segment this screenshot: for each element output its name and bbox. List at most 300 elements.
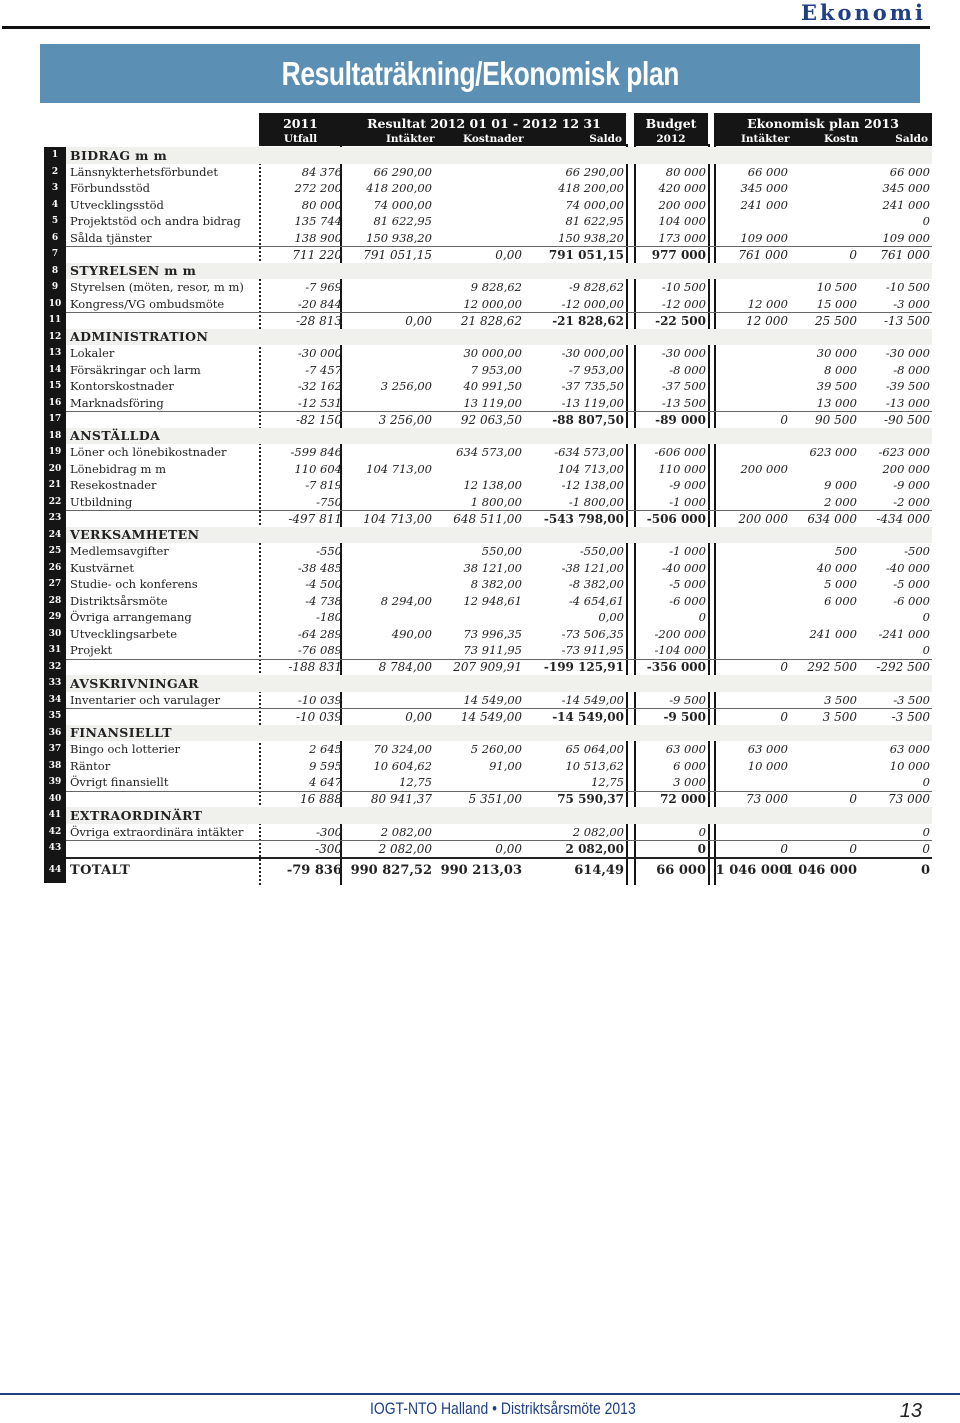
cell-pk: 0 xyxy=(849,792,857,807)
cell-b: -37 500 xyxy=(661,379,706,394)
cell-b: -9 000 xyxy=(669,478,706,493)
cell-b: 0 xyxy=(698,610,706,625)
cell-ri: 791 051,15 xyxy=(363,247,432,262)
cell-rs: -14 549,00 xyxy=(561,692,624,707)
table-row xyxy=(66,345,932,362)
row-number: 12 xyxy=(44,329,66,346)
cell-pk: 500 xyxy=(835,544,857,559)
cell-rs: 2 082,00 xyxy=(572,824,624,839)
cell-pi: 73 000 xyxy=(746,792,788,807)
cell-b: -606 000 xyxy=(654,445,706,460)
header-utfall-label: Utfall xyxy=(283,133,318,145)
table-row xyxy=(66,824,932,841)
table-row xyxy=(66,213,932,230)
cell-ri: 0,00 xyxy=(405,313,432,328)
row-number: 5 xyxy=(44,213,66,230)
cell-ps: 0 xyxy=(922,775,930,790)
table-row xyxy=(66,494,932,511)
cell-ri: 490,00 xyxy=(391,626,432,641)
cell-b: -13 500 xyxy=(661,395,706,410)
cell-ps: -39 500 xyxy=(885,379,930,394)
cell-ri: 80 941,37 xyxy=(370,792,432,807)
row-label xyxy=(70,660,270,676)
row-number: 32 xyxy=(44,659,66,676)
cell-u: 138 900 xyxy=(294,230,342,245)
cell-rs: 0,00 xyxy=(598,610,624,625)
header-plan-kostn: Kostn xyxy=(824,133,859,145)
cell-rk: 648 511,00 xyxy=(453,511,522,526)
cell-ri: 104 713,00 xyxy=(363,511,432,526)
cell-rs: 81 622,95 xyxy=(565,214,624,229)
cell-pi: 12 000 xyxy=(747,296,788,311)
cell-u: 110 604 xyxy=(294,461,342,476)
row-label xyxy=(70,247,270,263)
cell-rs: -73 911,95 xyxy=(561,643,624,658)
cell-b: 80 000 xyxy=(665,164,706,179)
cell-b: 3 000 xyxy=(673,775,706,790)
cell-rk: 38 121,00 xyxy=(463,560,522,575)
row-label xyxy=(70,511,270,527)
footer-text: IOGT-NTO Halland • Distriktsårsmöte 2013 xyxy=(370,1399,636,1418)
header-resultat-intakter: Intäkter xyxy=(386,133,435,145)
row-number: 8 xyxy=(44,263,66,280)
cell-pk: 30 000 xyxy=(816,346,857,361)
cell-u: -76 089 xyxy=(297,643,342,658)
cell-ri: 150 938,20 xyxy=(366,230,432,245)
cell-pk: 6 000 xyxy=(824,593,857,608)
cell-b: -89 000 xyxy=(655,412,706,427)
table-row xyxy=(66,741,932,758)
section-row xyxy=(66,428,932,445)
cell-b: 72 000 xyxy=(660,792,706,807)
row-number: 42 xyxy=(44,824,66,841)
cell-ps: 200 000 xyxy=(882,461,930,476)
row-number: 29 xyxy=(44,609,66,626)
row-label: Studie- och konferens xyxy=(70,577,198,592)
cell-u: -10 039 xyxy=(295,709,342,724)
cell-u: -7 457 xyxy=(305,362,342,377)
cell-rs: 791 051,15 xyxy=(548,247,624,262)
header-resultat xyxy=(342,113,626,146)
cell-b: -5 000 xyxy=(669,577,706,592)
header-resultat-kostnader: Kostnader xyxy=(463,133,524,145)
cell-rk: 14 549,00 xyxy=(463,692,522,707)
cell-u: -12 531 xyxy=(297,395,342,410)
cell-b: -12 000 xyxy=(661,296,706,311)
header-budget-title: Budget xyxy=(645,116,697,131)
cell-ri: 8 784,00 xyxy=(378,660,432,675)
cell-pi: 200 000 xyxy=(738,511,788,526)
cell-rk: 92 063,50 xyxy=(460,412,522,427)
cell-rk: 207 909,91 xyxy=(453,660,522,675)
table-row xyxy=(66,296,932,313)
row-label: Lokaler xyxy=(70,346,115,361)
row-number: 6 xyxy=(44,230,66,247)
row-number: 28 xyxy=(44,593,66,610)
cell-pi: 12 000 xyxy=(746,313,788,328)
section-row xyxy=(66,725,932,742)
cell-b: 0 xyxy=(697,841,706,856)
row-number: 22 xyxy=(44,494,66,511)
row-number: 44 xyxy=(44,857,66,883)
cell-rs: -37 735,50 xyxy=(561,379,624,394)
cell-rs: -73 506,35 xyxy=(561,626,624,641)
cell-rs: -7 953,00 xyxy=(568,362,624,377)
cell-ps: -3 500 xyxy=(891,709,930,724)
table-row xyxy=(66,164,932,181)
cell-b: -200 000 xyxy=(654,626,706,641)
row-number: 16 xyxy=(44,395,66,412)
row-label: ANSTÄLLDA xyxy=(70,428,161,444)
row-number: 31 xyxy=(44,642,66,659)
cell-b: 200 000 xyxy=(658,197,706,212)
cell-u: 9 595 xyxy=(309,758,342,773)
cell-b: 63 000 xyxy=(665,742,706,757)
cell-rs: 65 064,00 xyxy=(565,742,624,757)
row-label: Inventarier och varulager xyxy=(70,692,221,707)
subtotal-row xyxy=(66,312,932,329)
cell-rk: 550,00 xyxy=(481,544,522,559)
cell-pi: 0 xyxy=(780,660,788,675)
cell-b: -9 500 xyxy=(669,692,706,707)
subtotal-row xyxy=(66,791,932,808)
cell-rs: -12 000,00 xyxy=(561,296,624,311)
cell-rs: 74 000,00 xyxy=(565,197,624,212)
cell-rk: 21 828,62 xyxy=(460,313,522,328)
cell-b: -1 000 xyxy=(669,544,706,559)
cell-rk: 91,00 xyxy=(489,758,522,773)
cell-ps: -30 000 xyxy=(885,346,930,361)
cell-ri: 10 604,62 xyxy=(373,758,432,773)
cell-pi: 0 xyxy=(780,412,788,427)
section-tag: Ekonomi xyxy=(800,0,926,25)
row-label: Räntor xyxy=(70,758,111,773)
table-row xyxy=(66,362,932,379)
cell-pi: 63 000 xyxy=(747,742,788,757)
cell-b: -10 500 xyxy=(661,280,706,295)
row-label: STYRELSEN m m xyxy=(70,263,197,279)
row-label: Utvecklingsstöd xyxy=(70,197,164,212)
cell-u: -550 xyxy=(316,544,342,559)
cell-ps: 109 000 xyxy=(882,230,930,245)
subtotal-row xyxy=(66,510,932,527)
cell-rk: 73 996,35 xyxy=(463,626,522,641)
cell-u: 2 645 xyxy=(309,742,342,757)
cell-pk: 25 500 xyxy=(815,313,857,328)
row-label: Övrigt finansiellt xyxy=(70,775,169,790)
row-label: Medlemsavgifter xyxy=(70,544,169,559)
cell-ps: -2 000 xyxy=(893,494,930,509)
cell-pk: 241 000 xyxy=(809,626,857,641)
row-label: AVSKRIVNINGAR xyxy=(70,675,199,691)
cell-pk: 10 500 xyxy=(816,280,857,295)
cell-ri: 2 082,00 xyxy=(380,824,432,839)
cell-rs: -12 138,00 xyxy=(561,478,624,493)
cell-rs: -4 654,61 xyxy=(568,593,624,608)
cell-pk: 40 000 xyxy=(816,560,857,575)
cell-rs: -21 828,62 xyxy=(552,313,624,328)
cell-pk: 0 xyxy=(849,841,857,856)
cell-pi: 0 xyxy=(780,709,788,724)
cell-pi: 109 000 xyxy=(740,230,788,245)
cell-rs: -88 807,50 xyxy=(552,412,624,427)
cell-u: 16 888 xyxy=(300,792,342,807)
cell-ri: 2 082,00 xyxy=(378,841,432,856)
row-label: Löner och lönebikostnader xyxy=(70,445,227,460)
cell-ps: 345 000 xyxy=(882,181,930,196)
row-label: Kontorskostnader xyxy=(70,379,174,394)
section-row xyxy=(66,147,932,164)
table-row xyxy=(66,279,932,296)
table-row xyxy=(66,378,932,395)
cell-ps: 0 xyxy=(922,824,930,839)
cell-rk: 8 382,00 xyxy=(470,577,522,592)
cell-b: -8 000 xyxy=(669,362,706,377)
cell-rs: -199 125,91 xyxy=(543,660,624,675)
cell-u: 711 220 xyxy=(292,247,342,262)
row-label xyxy=(70,412,270,428)
cell-ri: 66 290,00 xyxy=(373,164,432,179)
subtotal-row xyxy=(66,659,932,676)
cell-u: 272 200 xyxy=(294,181,342,196)
row-number: 13 xyxy=(44,345,66,362)
cell-rs: 104 713,00 xyxy=(558,461,624,476)
table-row xyxy=(66,477,932,494)
cell-b: 6 000 xyxy=(673,758,706,773)
row-label: Projektstöd och andra bidrag xyxy=(70,214,241,229)
row-number: 26 xyxy=(44,560,66,577)
row-number: 34 xyxy=(44,692,66,709)
cell-ri: 3 256,00 xyxy=(380,379,432,394)
cell-u: -32 162 xyxy=(297,379,342,394)
table-row xyxy=(66,626,932,643)
cell-pk: 3 500 xyxy=(822,709,857,724)
cell-ps: 761 000 xyxy=(880,247,930,262)
header-utfall xyxy=(259,113,342,146)
section-row xyxy=(66,527,932,544)
cell-rk: 13 119,00 xyxy=(463,395,522,410)
cell-b: 977 000 xyxy=(651,247,706,262)
row-label: Länsnykterhetsförbundet xyxy=(70,164,218,179)
cell-b: -1 000 xyxy=(669,494,706,509)
cell-rs: 2 082,00 xyxy=(565,841,624,856)
cell-pi: 241 000 xyxy=(740,197,788,212)
row-label: ADMINISTRATION xyxy=(70,329,209,345)
cell-rk: 0,00 xyxy=(495,247,522,262)
row-label xyxy=(70,313,270,329)
cell-pk: 15 000 xyxy=(816,296,857,311)
row-label: TOTALT xyxy=(70,863,131,878)
cell-rk: 990 213,03 xyxy=(440,863,522,878)
table-row xyxy=(66,230,932,247)
cell-rs: -8 382,00 xyxy=(568,577,624,592)
cell-ps: -5 000 xyxy=(893,577,930,592)
cell-u: 80 000 xyxy=(301,197,342,212)
cell-ps: -6 000 xyxy=(893,593,930,608)
cell-pk: 13 000 xyxy=(816,395,857,410)
row-number: 18 xyxy=(44,428,66,445)
section-row xyxy=(66,329,932,346)
cell-pi: 66 000 xyxy=(747,164,788,179)
table-row xyxy=(66,197,932,214)
cell-u: -300 xyxy=(315,841,342,856)
cell-ps: 0 xyxy=(922,841,930,856)
cell-u: -30 000 xyxy=(297,346,342,361)
header-resultat-saldo: Saldo xyxy=(589,133,622,145)
cell-ps: 10 000 xyxy=(889,758,930,773)
cell-u: -7 819 xyxy=(305,478,342,493)
row-number: 41 xyxy=(44,807,66,824)
cell-b: -356 000 xyxy=(646,660,706,675)
cell-u: -20 844 xyxy=(297,296,342,311)
cell-b: -104 000 xyxy=(654,643,706,658)
table-row xyxy=(66,593,932,610)
cell-ri: 3 256,00 xyxy=(378,412,432,427)
section-row xyxy=(66,263,932,280)
cell-rs: -550,00 xyxy=(579,544,624,559)
cell-rk: 1 800,00 xyxy=(470,494,522,509)
row-number: 15 xyxy=(44,378,66,395)
cell-ri: 418 200,00 xyxy=(366,181,432,196)
cell-ps: 73 000 xyxy=(888,792,930,807)
cell-rk: 0,00 xyxy=(495,841,522,856)
cell-pk: 90 500 xyxy=(815,412,857,427)
cell-rs: 614,49 xyxy=(574,863,624,878)
section-row xyxy=(66,675,932,692)
top-rule xyxy=(2,26,930,29)
cell-u: 135 744 xyxy=(294,214,342,229)
cell-u: -180 xyxy=(316,610,342,625)
row-number: 10 xyxy=(44,296,66,313)
cell-rs: -9 828,62 xyxy=(568,280,624,295)
cell-u: -188 831 xyxy=(288,660,342,675)
row-label: Bingo och lotterier xyxy=(70,742,181,757)
row-number: 4 xyxy=(44,197,66,214)
row-number: 7 xyxy=(44,246,66,263)
row-label: Sålda tjänster xyxy=(70,230,152,245)
cell-ps: -90 500 xyxy=(883,412,930,427)
cell-ps: 0 xyxy=(920,863,930,878)
cell-ps: 0 xyxy=(922,643,930,658)
row-label: Utvecklingsarbete xyxy=(70,626,177,641)
row-label: VERKSAMHETEN xyxy=(70,527,200,543)
row-label: BIDRAG m m xyxy=(70,147,168,163)
row-label: Marknadsföring xyxy=(70,395,164,410)
cell-rk: 5 351,00 xyxy=(468,792,522,807)
row-label: Kongress/VG ombudsmöte xyxy=(70,296,225,311)
cell-rs: 418 200,00 xyxy=(558,181,624,196)
row-number: 25 xyxy=(44,543,66,560)
cell-pi: 345 000 xyxy=(740,181,788,196)
row-number: 43 xyxy=(44,840,66,857)
cell-b: -506 000 xyxy=(646,511,706,526)
row-label xyxy=(70,792,270,808)
row-number: 23 xyxy=(44,510,66,527)
table-row xyxy=(66,774,932,791)
row-label: Resekostnader xyxy=(70,478,157,493)
cell-ps: -40 000 xyxy=(885,560,930,575)
row-label xyxy=(70,709,270,725)
cell-rs: 75 590,37 xyxy=(557,792,624,807)
table-row xyxy=(66,395,932,412)
cell-rs: -1 800,00 xyxy=(568,494,624,509)
cell-ps: -434 000 xyxy=(876,511,930,526)
bottom-rule xyxy=(0,1393,960,1395)
section-row xyxy=(66,807,932,824)
cell-b: -6 000 xyxy=(669,593,706,608)
cell-u: -750 xyxy=(316,494,342,509)
row-number: 11 xyxy=(44,312,66,329)
cell-pk: 292 500 xyxy=(807,660,857,675)
row-number: 38 xyxy=(44,758,66,775)
cell-ri: 70 324,00 xyxy=(373,742,432,757)
row-number: 33 xyxy=(44,675,66,692)
title-bar xyxy=(40,44,920,103)
cell-ps: -9 000 xyxy=(893,478,930,493)
table-row xyxy=(66,642,932,659)
row-label: Lönebidrag m m xyxy=(70,461,167,476)
cell-ps: 63 000 xyxy=(889,742,930,757)
table-row xyxy=(66,609,932,626)
cell-u: -497 811 xyxy=(288,511,342,526)
cell-u: -10 039 xyxy=(297,692,342,707)
cell-u: -82 150 xyxy=(295,412,342,427)
cell-b: 104 000 xyxy=(658,214,706,229)
cell-b: -22 500 xyxy=(655,313,706,328)
header-plan-saldo: Saldo xyxy=(895,133,928,145)
table-row xyxy=(66,692,932,709)
row-label xyxy=(70,841,270,857)
cell-pk: 5 000 xyxy=(824,577,857,592)
cell-ri: 74 000,00 xyxy=(373,197,432,212)
row-number: 17 xyxy=(44,411,66,428)
row-number: 14 xyxy=(44,362,66,379)
row-number: 21 xyxy=(44,477,66,494)
header-plan-title: Ekonomisk plan 2013 xyxy=(747,116,899,131)
row-label: Kustvärnet xyxy=(70,560,134,575)
row-label: Distriktsårsmöte xyxy=(70,593,168,608)
header-budget-year: 2012 xyxy=(656,133,686,145)
table-row xyxy=(66,758,932,775)
cell-u: -64 289 xyxy=(297,626,342,641)
header-resultat-title: Resultat 2012 01 01 - 2012 12 31 xyxy=(367,116,601,131)
subtotal-row xyxy=(66,246,932,263)
row-label: Förbundsstöd xyxy=(70,181,151,196)
cell-rs: -13 119,00 xyxy=(561,395,624,410)
cell-u: -38 485 xyxy=(297,560,342,575)
cell-rk: 40 991,50 xyxy=(463,379,522,394)
row-label: Övriga arrangemang xyxy=(70,610,192,625)
cell-ps: 66 000 xyxy=(889,164,930,179)
cell-ps: -10 500 xyxy=(885,280,930,295)
row-number: 19 xyxy=(44,444,66,461)
cell-pk: 634 000 xyxy=(807,511,857,526)
row-label: Projekt xyxy=(70,643,113,658)
cell-ps: -623 000 xyxy=(878,445,930,460)
subtotal-row xyxy=(66,708,932,725)
cell-rk: 30 000,00 xyxy=(463,346,522,361)
cell-rs: 66 290,00 xyxy=(565,164,624,179)
cell-b: -30 000 xyxy=(661,346,706,361)
cell-b: -40 000 xyxy=(661,560,706,575)
row-label: Styrelsen (möten, resor, m m) xyxy=(70,280,244,295)
cell-u: -4 738 xyxy=(305,593,342,608)
cell-b: 0 xyxy=(698,824,706,839)
cell-ps: -13 500 xyxy=(883,313,930,328)
cell-u: 84 376 xyxy=(301,164,342,179)
cell-ps: 0 xyxy=(922,610,930,625)
cell-pk: 9 000 xyxy=(824,478,857,493)
